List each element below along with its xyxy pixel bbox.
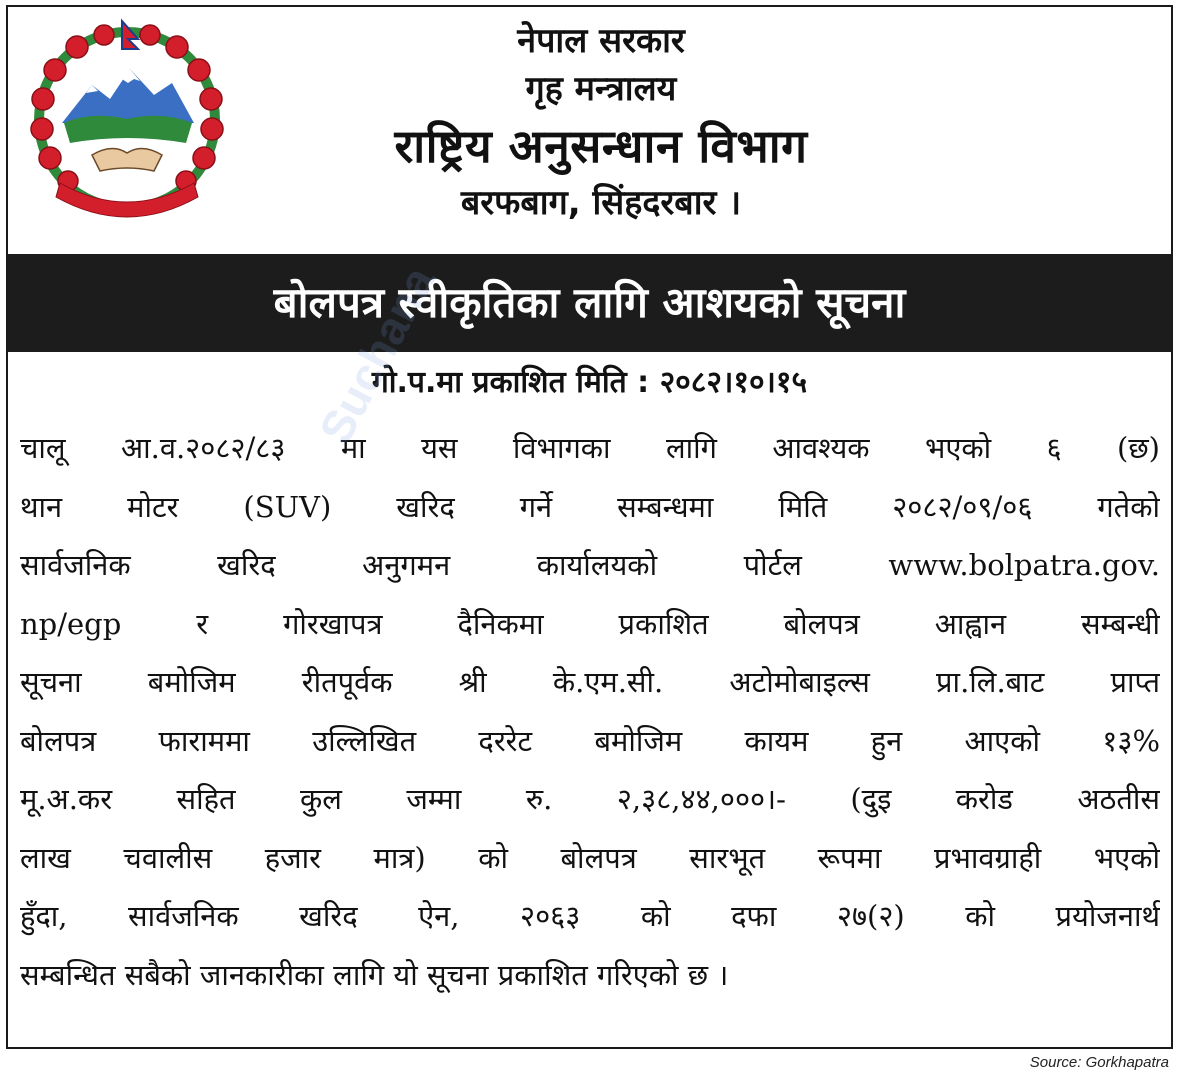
flag-icon [122,21,138,49]
mountains [62,69,194,123]
notice-title: बोलपत्र स्वीकृतिका लागि आशयको सूचना [8,254,1171,352]
source-credit: Source: Gorkhapatra [1029,1054,1169,1071]
body-line: लाख चवालीस हजार मात्र) को बोलपत्र सारभूत रूपमा प्रभावग्राही भएको [20,840,1160,875]
handshake-icon [92,148,162,171]
government-name: नेपाल सरकार [517,21,685,61]
body-line: सार्वजनिक खरिद अनुगमन कार्यालयको पोर्टल www.bolpatra.gov. [20,548,1160,582]
body-line: बोलपत्र फाराममा उल्लिखित दररेट बमोजिम कायम हुन आएको १३% [20,723,1160,758]
watermark: Suchana [308,258,445,452]
department-name: राष्ट्रिय अनुसन्धान विभाग [394,119,808,173]
body-line: थान मोटर (SUV) खरिद गर्ने सम्बन्धमा मिति २०८२/०९/०६ गतेको [20,489,1160,524]
map-of-nepal [64,116,192,143]
notice-frame [6,5,1173,1049]
body-line: मू.अ.कर सहित कुल जम्मा रु. २,३८,४४,०००।- (दुइ करोड अठतीस [20,782,1160,816]
publication-date: गो.प.मा प्रकाशित मिति : २०८२।१०।१५ [371,365,808,400]
notice-body [20,419,1160,1004]
department-address: बरफबाग, सिंहदरबार । [460,183,742,223]
nepal-emblem-icon [22,15,232,225]
header [236,17,966,227]
ministry-name: गृह मन्त्रालय [525,69,677,109]
body-line: np/egp र गोरखापत्र दैनिकमा प्रकाशित बोलपत्र आह्वान सम्बन्धी [20,606,1160,641]
body-line: चालू आ.व.२०८२/८३ मा यस विभागका लागि आवश्यक भएको ६ (छ) [20,431,1160,465]
body-line: हुँदा, सार्वजनिक खरिद ऐन, २०६३ को दफा २७(२) को प्रयोजनार्थ [20,899,1160,933]
body-line: सूचना बमोजिम रीतपूर्वक श्री के.एम.सी. अटोमोबाइल्स प्रा.लि.बाट प्राप्त [20,665,1160,699]
body-line: सम्बन्धित सबैको जानकारीका लागि यो सूचना प्रकाशित गरिएको छ । [20,957,729,992]
